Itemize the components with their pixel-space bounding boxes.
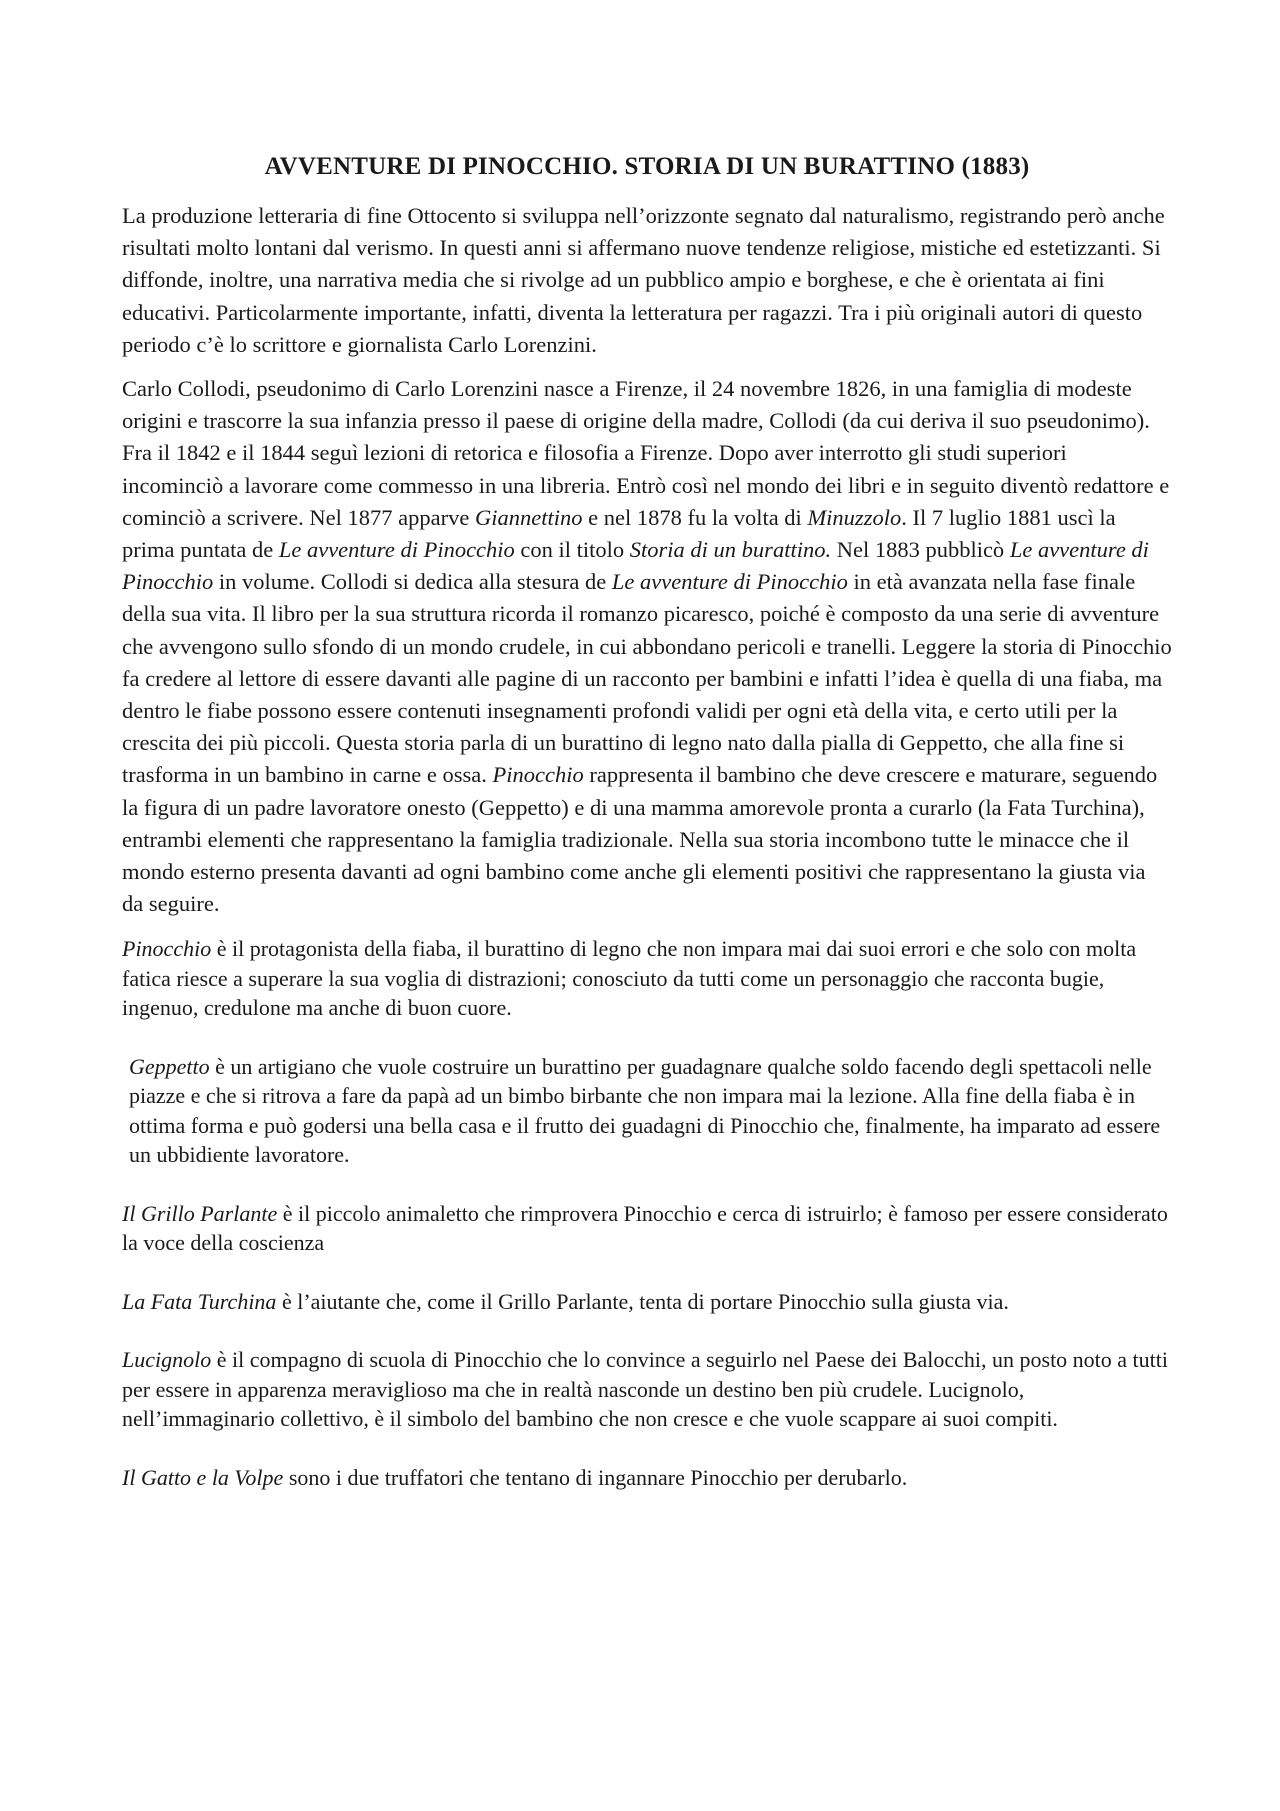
bio-title-avventure: Le avventure di Pinocchio <box>278 537 515 563</box>
bio-text: . Il 7 luglio 1881 uscì la prima puntata de <box>122 504 1116 563</box>
character-name: Geppetto <box>129 1053 210 1079</box>
biography-paragraph <box>122 373 1172 920</box>
document-title: AVVENTURE DI PINOCCHIO. STORIA DI UN BURATTINO (1883) <box>264 153 1030 180</box>
bio-text: Carlo Collodi, pseudonimo di Carlo Lorenzini nasce a Firenze, il 24 novembre 1826, in una famiglia di modeste origini e trascorre la sua infanzia presso il paese di origine della madre, Collodi (da cui deriva il suo pseudonimo). Fra il 1842 e il 1844 seguì lezioni di retorica e filosofia a Firenze. Dopo aver interrotto gli studi superiori incominciò a lavorare come commesso in una libreria. Entrò così nel mondo dei libri e in seguito diventò redattore e cominciò a scrivere. Nel 1877 apparve <box>122 376 1170 530</box>
bio-text: in età avanzata nella fase finale della sua vita. Il libro per la sua struttura ricorda il romanzo picaresco, poiché è composto da una serie di avventure che avvengono sullo sfondo di un mondo crudele, in cui abbondano pericoli e tranelli. Leggere la storia di Pinocchio fa credere al lettore di essere davanti alle pagine di un racconto per bambini e infatti l’idea è quella di una fiaba, ma dentro le fiabe possono essere contenuti insegnamenti profondi validi per ogni età della vita, e certo utili per la crescita dei più piccoli. Questa storia parla di un burattino di legno nato dalla pialla di Geppetto, che alla fine si trasforma in un bambino in carne e ossa. <box>122 569 1172 788</box>
character-pinocchio <box>122 934 1172 1023</box>
bio-title-storia: Storia di un burattino. <box>629 537 832 563</box>
bio-text: con il titolo <box>514 537 630 563</box>
character-description: è il compagno di scuola di Pinocchio che lo convince a seguirlo nel Paese dei Balocchi, un posto noto a tutti per essere in apparenza meraviglioso ma che in realtà nasconde un destino ben più crudele. Lucignolo, nell’immaginario collettivo, è il simbolo del bambino che non cresce e che vuole scappare ai suoi compiti. <box>122 1347 1169 1432</box>
character-name: La Fata Turchina <box>122 1288 277 1314</box>
bio-text: Nel 1883 pubblicò <box>831 537 1010 563</box>
character-name: Pinocchio <box>122 936 212 962</box>
bio-text: e nel 1878 fu la volta di <box>582 504 808 530</box>
character-description: è un artigiano che vuole costruire un burattino per guadagnare qualche soldo facendo degli spettacoli nelle piazze e che si ritrova a fare da papà ad un bimbo birbante che non impara mai la lezione. Alla fine della fiaba è in ottima forma e può godersi una bella casa e il frutto dei guadagni di Pinocchio che, finalmente, ha imparato ad essere un ubbidiente lavoratore. <box>129 1053 1161 1168</box>
character-name: Il Grillo Parlante <box>122 1200 278 1226</box>
intro-paragraph: La produzione letteraria di fine Ottocento si sviluppa nell’orizzonte segnato dal naturalismo, registrando però anche risultati molto lontani dal verismo. In questi anni si affermano nuove tendenze religiose, mistiche ed estetizzanti. Si diffonde, inoltre, una narrativa media che si rivolge ad un pubblico ampio e borghese, e che è orientata ai fini educativi. Particolarmente importante, infatti, diventa la letteratura per ragazzi. Tra i più originali autori di questo periodo c’è lo scrittore e giornalista Carlo Lorenzini. <box>122 203 1165 357</box>
document-page <box>122 150 1172 1492</box>
bio-title-avventure: Le avventure di Pinocchio <box>611 569 848 595</box>
bio-text: in volume. Collodi si dedica alla stesura de <box>213 569 612 595</box>
character-description: è l’aiutante che, come il Grillo Parlante, tenta di portare Pinocchio sulla giusta via. <box>276 1288 1009 1314</box>
bio-title-giannettino: Giannettino <box>474 504 583 530</box>
character-name: Il Gatto e la Volpe <box>122 1464 284 1490</box>
bio-title-avventure: Le avventure di Pinocchio <box>122 537 1149 595</box>
character-fata-turchina <box>122 1287 1172 1317</box>
character-geppetto <box>122 1052 1172 1170</box>
character-grillo-parlante <box>122 1199 1172 1258</box>
character-description: è il piccolo animaletto che rimprovera Pinocchio e cerca di istruirlo; è famoso per essere considerato la voce della coscienza <box>122 1200 1168 1256</box>
character-lucignolo <box>122 1345 1172 1434</box>
bio-title-minuzzolo: Minuzzolo <box>807 504 902 530</box>
character-name: Lucignolo <box>122 1347 212 1373</box>
bio-text: rappresenta il bambino che deve crescere e maturare, seguendo la figura di un padre lavoratore onesto (Geppetto) e di una mamma amorevole pronta a curarlo (la Fata Turchina), entrambi elementi che rappresentano la famiglia tradizionale. Nella sua storia incombono tutte le minacce che il mondo esterno presenta davanti ad ogni bambino come anche gli elementi positivi che rappresentano la giusta via da seguire. <box>122 762 1158 917</box>
bio-name-pinocchio: Pinocchio <box>492 762 584 788</box>
character-description: sono i due truffatori che tentano di ingannare Pinocchio per derubarlo. <box>283 1464 908 1490</box>
character-gatto-volpe <box>122 1463 1172 1493</box>
character-description: è il protagonista della fiaba, il burattino di legno che non impara mai dai suoi errori e che solo con molta fatica riesce a superare la sua voglia di distrazioni; conosciuto da tutti come un personaggio che racconta bugie, ingenuo, credulone ma anche di buon cuore. <box>122 936 1137 1021</box>
